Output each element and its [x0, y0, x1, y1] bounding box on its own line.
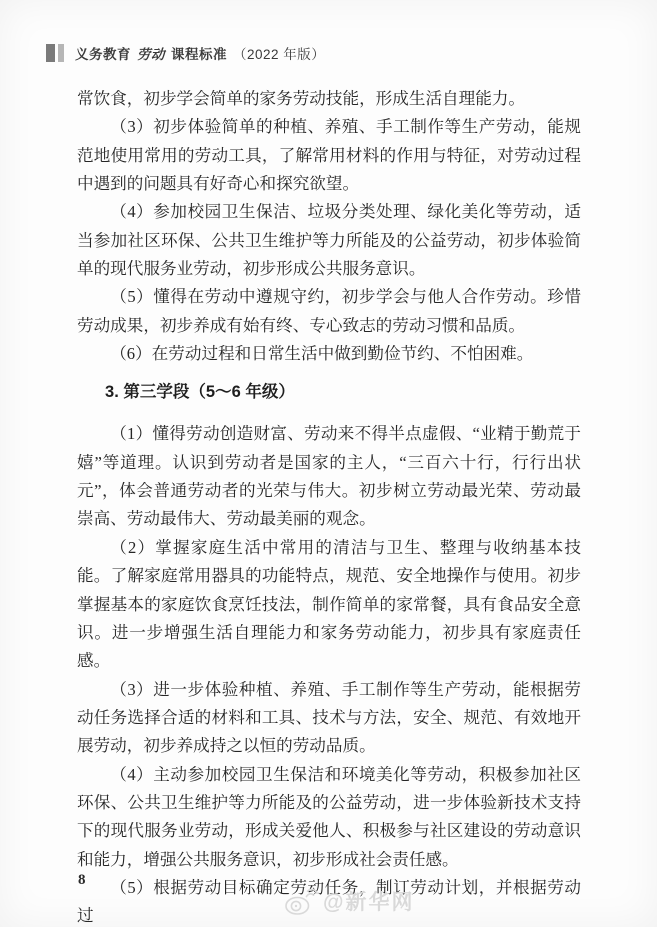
- header-bar-light-icon: [58, 44, 64, 62]
- watermark-text: @新华网: [323, 891, 415, 914]
- header-bar-dark-icon: [46, 44, 55, 62]
- paragraph: （2）掌握家庭生活中常用的清洁与卫生、整理与收纳基本技能。了解家庭常用器具的功能特点，规范、安全地操作与使用。初步掌握基本的家庭饮食烹饪技法，制作简单的家常餐，具有食品安全意识。进一步增强生活自理能力和家务劳动能力，初步具有家庭责任感。: [77, 537, 581, 671]
- paragraph: （4）参加校园卫生保洁、垃圾分类处理、绿化美化等劳动，适当参加社区环保、公共卫生维护等力所能及的公益劳动，初步体验简单的现代服务业劳动，初步形成公共服务意识。: [77, 202, 581, 279]
- header-segment: （2022 年版）: [233, 47, 326, 62]
- running-header: [46, 43, 331, 63]
- paragraph: （3）进一步体验种植、养殖、手工制作等生产劳动，能根据劳动任务选择合适的材料和工具、技术与方法，安全、规范、有效地开展劳动，初步养成持之以恒的劳动品质。: [77, 679, 581, 756]
- paragraph: （5）根据劳动目标确定劳动任务，制订劳动计划，并根据劳动过: [77, 877, 581, 926]
- page-number: 8: [78, 872, 86, 888]
- paragraph: （3）初步体验简单的种植、养殖、手工制作等生产劳动，能规范地使用常用的劳动工具，了解常用材料的作用与特征，对劳动过程中遇到的问题具有好奇心和探究欲望。: [77, 117, 581, 194]
- watermark: [284, 886, 414, 916]
- paragraph: （6）在劳动过程和日常生活中做到勤俭节约、不怕困难。: [110, 344, 534, 364]
- paragraph: （4）主动参加校园卫生保洁和环境美化等劳动，积极参加社区环保、公共卫生维护等力所能及的公益劳动，进一步体验新技术支持下的现代服务业劳动，形成关爱他人、积极参与社区建设的劳动意识和能力，增强公共服务意识，初步形成社会责任感。: [77, 764, 581, 869]
- header-segment: 义务教育: [75, 47, 131, 62]
- paragraph: （5）懂得在劳动中遵规守约，初步学会与他人合作劳动。珍惜劳动成果，初步养成有始有终、专心致志的劳动习惯和品质。: [77, 287, 581, 335]
- header-segment: 课程标准: [171, 47, 227, 62]
- document-body: [77, 85, 581, 927]
- paragraph: 常饮食，初步学会简单的家务劳动技能，形成生活自理能力。: [77, 89, 526, 108]
- weibo-icon: [284, 887, 318, 916]
- header-segment: 劳动: [137, 47, 165, 62]
- paragraph: （1）懂得劳动创造财富、劳动来不得半点虚假、“业精于勤荒于嬉”等道理。认识到劳动者是国家的主人，“三百六十行，行行出状元”，体会普通劳动者的光荣与伟大。初步树立劳动最光荣、劳动最崇高、劳动最伟大、劳动最美丽的观念。: [77, 424, 581, 529]
- section-heading: 3. 第三学段（5～6 年级）: [105, 383, 295, 402]
- running-header-title: [75, 43, 331, 63]
